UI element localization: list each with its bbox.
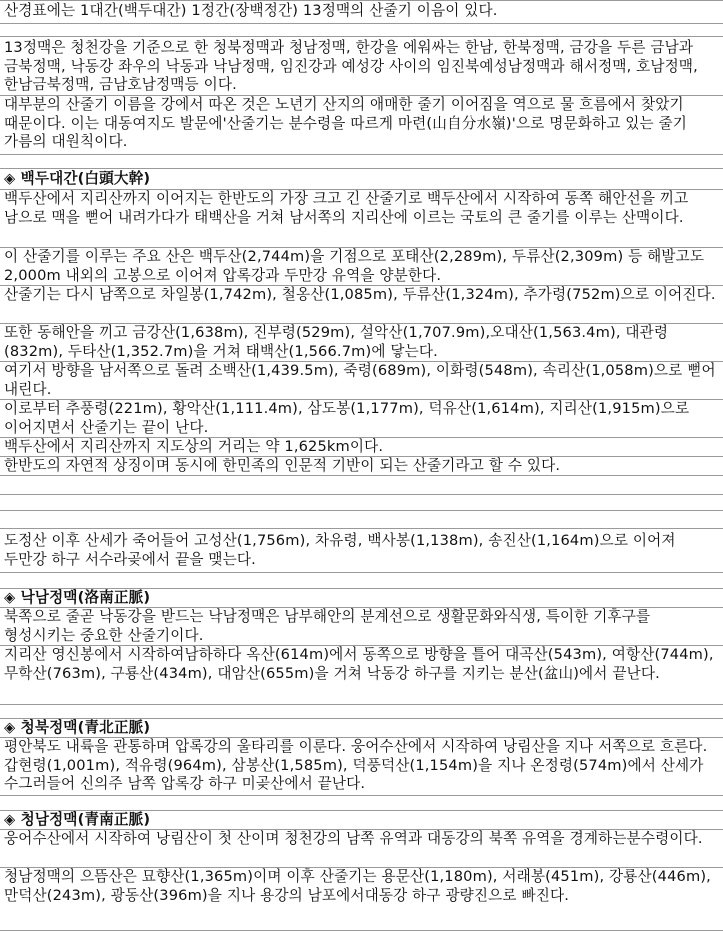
baekdu-southwest-peaks: 여기서 방향을 남서쪽으로 돌려 소백산(1,439.5m), 죽령(689m), 이화령(548m), 속리산(1,058m)으로 뻗어 내린다. — [4, 362, 716, 398]
section-heading-cheongnam-jeongmaek: ◈ 청남정맥(青南正脈) — [4, 811, 151, 828]
cheongnam-route: 청남정맥의 으뜸산은 묘향산(1,365m)이며 이후 산줄기는 용문산(1,180m), 서래봉(451m), 강룡산(446m), 만덕산(243m), 광동산(396m)을 지나 용강의 남포에서대동강 하구 광량진으로 빠진다. — [4, 868, 711, 904]
baekdu-symbolism: 한반도의 자연적 상징이며 동시에 한민족의 인문적 기반이 되는 산줄기라고 할 수 있다. — [4, 457, 561, 474]
intro-line: 산경표에는 1대간(백두대간) 1정간(장백정간) 13정맥의 산줄기 이음이 있다. — [4, 2, 498, 19]
row-divider — [0, 0, 723, 1]
row-divider — [0, 704, 723, 705]
row-divider — [0, 510, 723, 511]
baekdu-overview: 백두산에서 지리산까지 이어지는 한반도의 가장 크고 긴 산줄기로 백두산에서 시작하여 동쪽 해안선을 끼고 남으로 맥을 뻗어 내려가다가 태백산을 거쳐 남서쪽의 지리산에 이르는 국토의 큰 줄기를 이루는 산맥이다. — [4, 190, 689, 226]
section-heading-naknam-jeongmaek: ◈ 낙남정맥(洛南正脈) — [4, 589, 151, 606]
paragraph-river-naming: 대부분의 산줄기 이름을 강에서 따온 것은 노년기 산지의 애매한 줄기 이어짐을 역으로 물 흐름에서 찾았기 때문이다. 이는 대동여지도 발문에'산줄기는 분수령을 따르게 마련(山自分水嶺)'으로 명문화하고 있는 줄기 가름의 대원칙이다. — [4, 96, 688, 151]
row-divider — [0, 494, 723, 495]
baekdu-south-peaks: 산줄기는 다시 남쪽으로 차일봉(1,742m), 철옹산(1,085m), 두류산(1,324m), 추가령(752m)으로 이어진다. — [4, 286, 716, 303]
cheongbuk-overview: 평안북도 내륙을 관통하며 압록강의 울타리를 이룬다. 웅어수산에서 시작하여 낭림산을 지나 서쪽으로 흐른다. 갑현령(1,001m), 적유령(964m), 삼봉산(1,585m), 덕풍덕산(1,154m)을 지나 온정령(574m)에서 산세가 수그러들어 신의주 남쪽 압록강 하구 미곶산에서 끝난다. — [4, 738, 708, 793]
jangbaek-jeonggan-ending: 도정산 이후 산세가 죽어들어 고성산(1,756m), 차유령, 백사봉(1,138m), 송진산(1,164m)으로 이어져 두만강 하구 서수라곶에서 끝을 맺는다. — [4, 532, 676, 568]
baekdu-east-coast-peaks: 또한 동해안을 끼고 금강산(1,638m), 진부령(529m), 설악산(1,707.9m),오대산(1,563.4m), 대관령(832m), 두타산(1,352.7m)을 거쳐 태백산(1,566.7m)에 닿는다. — [4, 324, 669, 360]
paragraph-13-jeongmaek: 13정맥은 청천강을 기준으로 한 청북정맥과 청남정맥, 한강을 에워싸는 한남, 한북정맥, 금강을 두른 금남과 금북정맥, 낙동강 좌우의 낙동과 낙남정맥, 임진강과 예성강 사이의 임진북예성남정맥과 해서정맥, 호남정맥, 한남금북정맥, 금남호남정맥등 이다. — [4, 39, 698, 94]
baekdu-final-peaks: 이로부터 추풍령(221m), 황악산(1,111.4m), 삼도봉(1,177m), 덕유산(1,614m), 지리산(1,915m)으로 이어지면서 산줄기는 끝이 난다. — [4, 400, 690, 436]
row-divider — [0, 572, 723, 573]
row-divider — [0, 23, 723, 24]
row-divider — [0, 168, 723, 169]
row-divider — [0, 36, 723, 37]
cheongnam-overview: 웅어수산에서 시작하여 낭림산이 첫 산이며 청천강의 남쪽 유역과 대동강의 북쪽 유역을 경계하는분수령이다. — [4, 830, 703, 847]
baekdu-distance: 백두산에서 지리산까지 지도상의 거리는 약 1,625km이다. — [4, 438, 384, 455]
naknam-overview: 북쪽으로 줄곧 낙동강을 받드는 낙남정맥은 남부해안의 분계선으로 생활문화와식생, 특이한 기후구를 형성시키는 중요한 산줄기이다. — [4, 608, 651, 644]
section-heading-cheongbuk-jeongmaek: ◈ 청북정맥(青北正脈) — [4, 719, 151, 736]
row-divider — [0, 795, 723, 796]
row-divider — [0, 154, 723, 155]
baekdu-main-peaks: 이 산줄기를 이루는 주요 산은 백두산(2,744m)을 기점으로 포태산(2,289m), 두류산(2,309m) 등 해발고도 2,000m 내외의 고봉으로 이어져 압록강과 두만강 유역을 양분한다. — [4, 248, 705, 284]
naknam-route: 지리산 영신봉에서 시작하여남하하다 옥산(614m)에서 동쪽으로 방향을 틀어 대곡산(543m), 여항산(744m), 무학산(763m), 구룡산(434m), 대암산(655m)을 거쳐 낙동강 하구를 지키는 분산(盆山)에서 끝난다. — [4, 646, 714, 682]
section-heading-baekdu-daegan: ◈ 백두대간(白頭大幹) — [4, 170, 151, 187]
row-divider — [0, 528, 723, 529]
